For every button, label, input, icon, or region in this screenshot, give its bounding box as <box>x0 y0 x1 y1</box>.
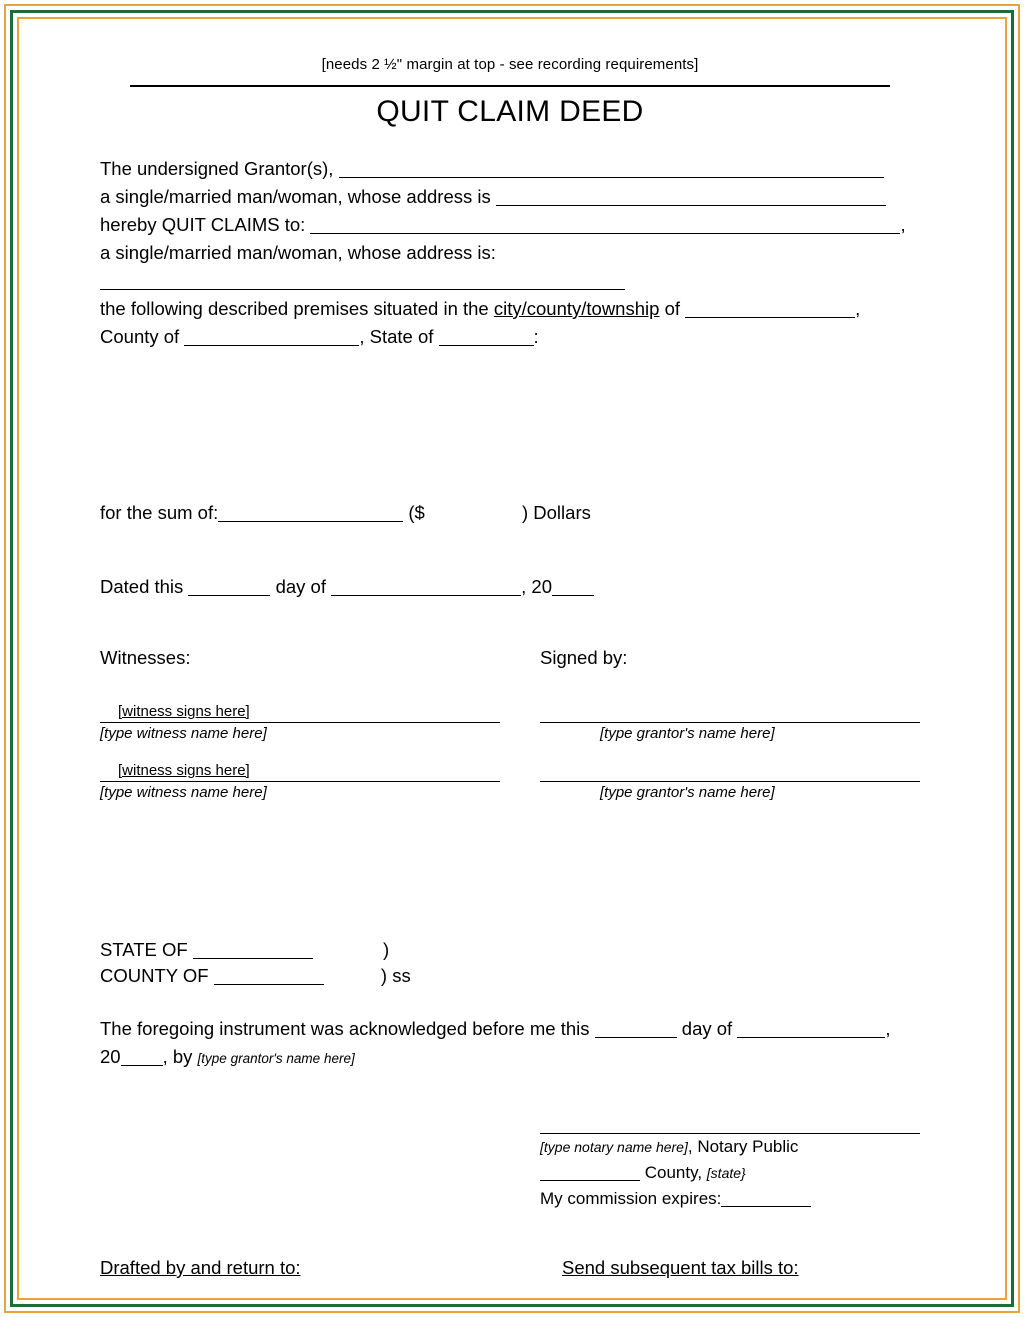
grantor-line-1-label: The undersigned Grantor(s), <box>100 158 334 179</box>
notary-title-label: , Notary Public <box>687 1137 799 1156</box>
spacer-after-sum <box>100 527 920 573</box>
notary-county-blank[interactable] <box>540 1162 640 1181</box>
dated-month-blank[interactable] <box>331 577 521 596</box>
title-rule <box>130 85 890 87</box>
notary-county-row <box>540 1160 920 1186</box>
sum-words-blank[interactable] <box>218 503 403 522</box>
state-of-label: STATE OF <box>100 939 188 960</box>
ack-day-of-label: day of <box>681 1018 733 1039</box>
grantor-signature-line-2[interactable] <box>540 762 920 782</box>
premises-comma: , <box>855 298 861 319</box>
county-of-paren: ) ss <box>380 965 411 986</box>
state-blank[interactable] <box>439 327 534 346</box>
sum-label: for the sum of: <box>100 502 219 523</box>
spacer-before-notary <box>100 827 920 937</box>
drafted-by-label: Drafted by and return to: <box>100 1257 301 1278</box>
premises-line <box>100 295 920 323</box>
county-of-line <box>100 963 920 989</box>
grantor-name-blank[interactable] <box>339 159 884 178</box>
acknowledgment-line-1 <box>100 1015 920 1043</box>
witness-slot-1 <box>100 703 500 742</box>
spacer-before-footer <box>100 1223 920 1257</box>
grantor-name-caption-1: [type grantor's name here] <box>600 725 775 742</box>
witness-name-caption-2: [type witness name here] <box>100 784 267 801</box>
dated-prefix: Dated this <box>100 576 184 597</box>
grantee-address-line <box>100 267 920 295</box>
state-of-blank[interactable] <box>193 940 313 959</box>
ack-comma: , <box>885 1018 891 1039</box>
ack-day-blank[interactable] <box>595 1019 677 1038</box>
witness-column <box>100 647 500 801</box>
grantor-line-2 <box>100 183 920 211</box>
notary-block <box>540 1117 920 1211</box>
notary-county-label: County, <box>644 1163 703 1182</box>
grantee-name-blank[interactable] <box>310 215 900 234</box>
county-blank[interactable] <box>184 327 359 346</box>
dated-year-prefix: , 20 <box>521 576 552 597</box>
notary-name-row <box>540 1134 920 1160</box>
grantor-signature-column <box>540 647 920 801</box>
consideration-line <box>100 499 920 527</box>
ack-prefix: The foregoing instrument was acknowledged before me this <box>100 1018 590 1039</box>
witness-signature-line-1[interactable] <box>100 703 500 723</box>
grantor-slot-2 <box>540 762 920 801</box>
quit-claims-label: hereby QUIT CLAIMS to: <box>100 214 306 235</box>
spacer-before-ack <box>100 989 920 1015</box>
ack-by-label: , by <box>162 1046 193 1067</box>
notary-name-placeholder: [type notary name here] <box>540 1139 688 1155</box>
state-colon: : <box>533 326 539 347</box>
notary-block-row <box>100 1117 920 1223</box>
grantor-status-label: a single/married man/woman, whose address is <box>100 186 491 207</box>
tax-bills-label: Send subsequent tax bills to: <box>562 1257 799 1278</box>
page-title: QUIT CLAIM DEED <box>376 95 644 128</box>
grantee-line-1 <box>100 211 920 239</box>
grantor-name-caption-2: [type grantor's name here] <box>600 784 775 801</box>
acknowledgment-line-2 <box>100 1043 920 1073</box>
dated-line <box>100 573 920 601</box>
state-of-paren: ) <box>383 939 390 960</box>
grantor-signature-line-1[interactable] <box>540 703 920 723</box>
notary-commission-blank[interactable] <box>721 1188 811 1207</box>
dated-day-of-label: day of <box>275 576 326 597</box>
ack-year-prefix: 20 <box>100 1046 121 1067</box>
municipality-blank[interactable] <box>685 299 855 318</box>
spacer-before-signatures <box>100 601 920 647</box>
document-sheet <box>22 22 1002 1295</box>
county-of-label: COUNTY OF <box>100 965 209 986</box>
dated-day-blank[interactable] <box>188 577 270 596</box>
spacer-before-notary-block <box>100 1073 920 1117</box>
witness-signature-line-2[interactable] <box>100 762 500 782</box>
notary-commission-label: My commission expires: <box>540 1189 722 1208</box>
grantee-line-comma: , <box>900 214 906 235</box>
notary-jurisdiction-block <box>100 937 920 989</box>
legal-description-area[interactable] <box>100 351 920 499</box>
dollar-open: ($ <box>408 502 425 523</box>
witness-slot-2 <box>100 762 500 801</box>
witness-name-caption-1: [type witness name here] <box>100 725 267 742</box>
grantee-address-blank[interactable] <box>100 271 625 290</box>
witness-sign-placeholder-1: [witness signs here] <box>118 703 250 720</box>
footer-row <box>100 1257 920 1297</box>
county-state-line <box>100 323 920 351</box>
county-comma: , <box>359 326 365 347</box>
dated-year-blank[interactable] <box>552 577 594 596</box>
grantor-slot-1 <box>540 703 920 742</box>
dollar-close: ) Dollars <box>521 502 591 523</box>
grantor-address-blank[interactable] <box>496 187 886 206</box>
county-of-blank[interactable] <box>214 966 324 985</box>
state-of-line <box>100 937 920 963</box>
ack-year-blank[interactable] <box>121 1047 163 1066</box>
notary-state-placeholder: [state} <box>706 1165 746 1181</box>
premises-prefix: the following described premises situated in the <box>100 298 489 319</box>
ack-grantor-placeholder: [type grantor's name here] <box>197 1051 355 1066</box>
ack-month-blank[interactable] <box>737 1019 885 1038</box>
notary-signature-line[interactable] <box>540 1117 920 1134</box>
witnesses-heading: Witnesses: <box>100 647 191 668</box>
document-content <box>100 56 920 1297</box>
state-label: State of <box>369 326 434 347</box>
county-label: County of <box>100 326 180 347</box>
grantee-status-line: a single/married man/woman, whose address is: <box>100 242 496 263</box>
top-margin-note: [needs 2 ½" margin at top - see recording requirements] <box>321 56 699 73</box>
grantor-line-1 <box>100 155 920 183</box>
premises-of-label: of <box>664 298 680 319</box>
city-county-township-label: city/county/township <box>493 298 660 319</box>
notary-commission-row <box>540 1186 920 1211</box>
signature-section <box>100 647 920 827</box>
witness-sign-placeholder-2: [witness signs here] <box>118 762 250 779</box>
signed-by-heading: Signed by: <box>540 647 628 668</box>
